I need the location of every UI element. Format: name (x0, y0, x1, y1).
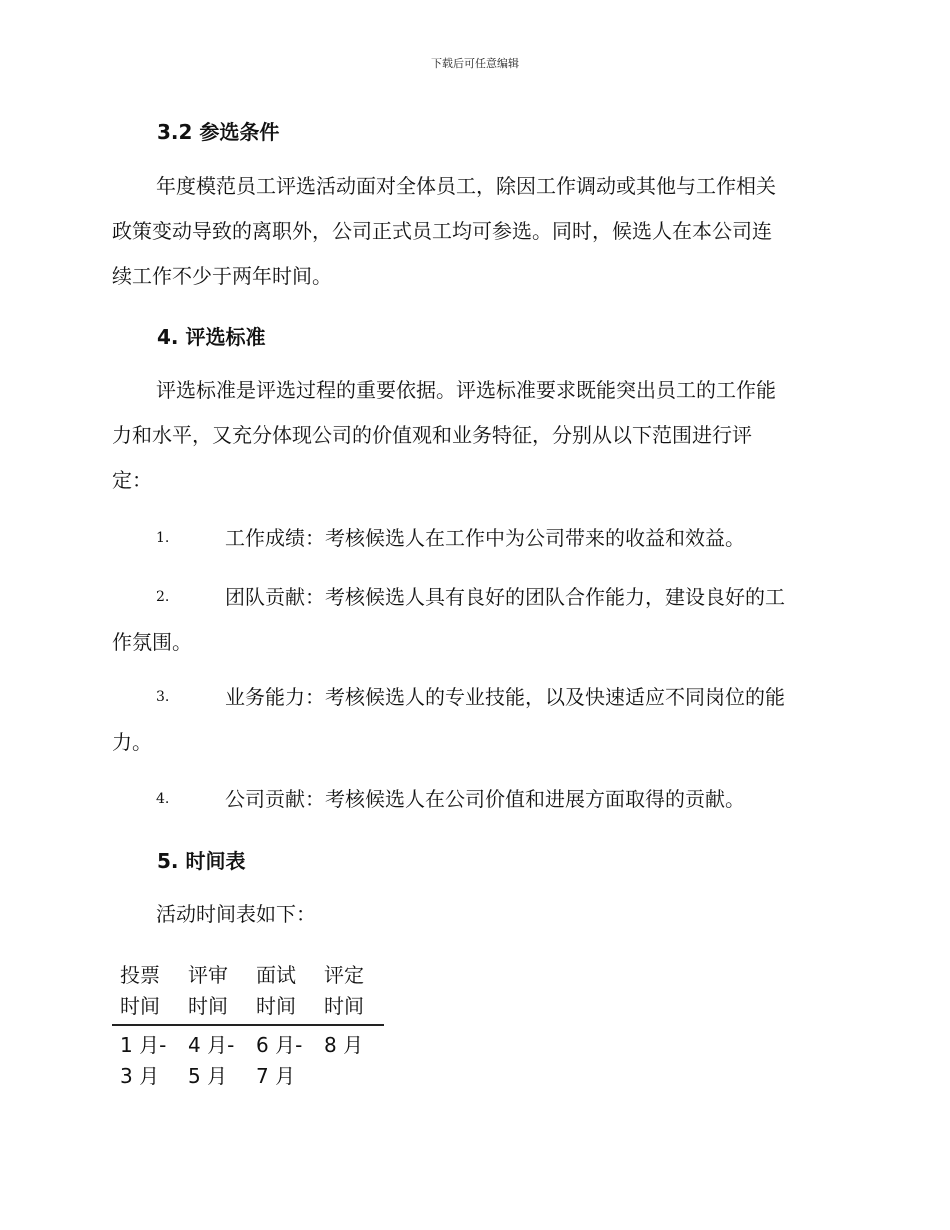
list-item-number: 1. (156, 530, 170, 546)
list-item-number: 3. (156, 689, 170, 705)
section-heading-schedule: 5. 时间表 (157, 849, 246, 873)
list-item-text: 团队贡献：考核候选人具有良好的团队合作能力，建设良好的工 (225, 585, 785, 609)
paragraph-line: 评选标准是评选过程的重要依据。评选标准要求既能突出员工的工作能 (156, 378, 776, 402)
paragraph-line: 政策变动导致的离职外，公司正式员工均可参选。同时，候选人在本公司连 (112, 219, 772, 243)
paragraph-line: 续工作不少于两年时间。 (112, 264, 332, 288)
table-header-cell (180, 960, 248, 1025)
list-item-number: 2. (156, 589, 170, 605)
table-cell (112, 1025, 180, 1092)
header-text: 面试 (256, 963, 296, 987)
header-text: 评定 (324, 963, 364, 987)
list-item (112, 675, 834, 765)
table-header-cell (248, 960, 316, 1025)
paragraph-line: 力和水平，又充分体现公司的价值观和业务特征，分别从以下范围进行评 (112, 423, 752, 447)
header-text: 时间 (120, 994, 160, 1018)
header-text: 时间 (256, 994, 296, 1018)
header-text: 评审 (188, 963, 228, 987)
paragraph-schedule-intro (112, 892, 834, 937)
section-heading-criteria: 4. 评选标准 (157, 325, 266, 349)
cell-text: 8 月 (324, 1033, 364, 1057)
table-header-cell (112, 960, 180, 1025)
header-text: 时间 (188, 994, 228, 1018)
list-item-text: 力。 (112, 730, 152, 754)
cell-text: 4 月- (188, 1033, 235, 1057)
list-item-text: 作氛围。 (112, 630, 192, 654)
paragraph-criteria (112, 368, 834, 503)
table-header-row (112, 960, 384, 1025)
list-item (112, 575, 834, 665)
paragraph-line: 定： (112, 468, 152, 492)
table-cell (180, 1025, 248, 1092)
list-item-text: 业务能力：考核候选人的专业技能，以及快速适应不同岗位的能 (225, 685, 785, 709)
header-text: 投票 (120, 963, 160, 987)
paragraph-line: 活动时间表如下： (156, 902, 316, 926)
schedule-table (112, 960, 384, 1092)
list-item-number: 4. (156, 791, 170, 807)
cell-text: 6 月- (256, 1033, 303, 1057)
list-item (112, 777, 834, 822)
cell-text: 7 月 (256, 1064, 296, 1088)
cell-text: 3 月 (120, 1064, 160, 1088)
list-item-text: 工作成绩：考核候选人在工作中为公司带来的收益和效益。 (225, 526, 745, 550)
page-header-note: 下载后可任意编辑 (431, 57, 519, 70)
table-header-cell (316, 960, 384, 1025)
list-item-text: 公司贡献：考核候选人在公司价值和进展方面取得的贡献。 (225, 787, 745, 811)
cell-text: 1 月- (120, 1033, 167, 1057)
list-item (112, 516, 834, 561)
section-heading-conditions: 3.2 参选条件 (157, 120, 280, 144)
paragraph-conditions (112, 164, 834, 299)
header-text: 时间 (324, 994, 364, 1018)
table-row (112, 1025, 384, 1092)
paragraph-line: 年度模范员工评选活动面对全体员工，除因工作调动或其他与工作相关 (156, 174, 776, 198)
cell-text: 5 月 (188, 1064, 228, 1088)
table-cell (316, 1025, 384, 1092)
table-cell (248, 1025, 316, 1092)
